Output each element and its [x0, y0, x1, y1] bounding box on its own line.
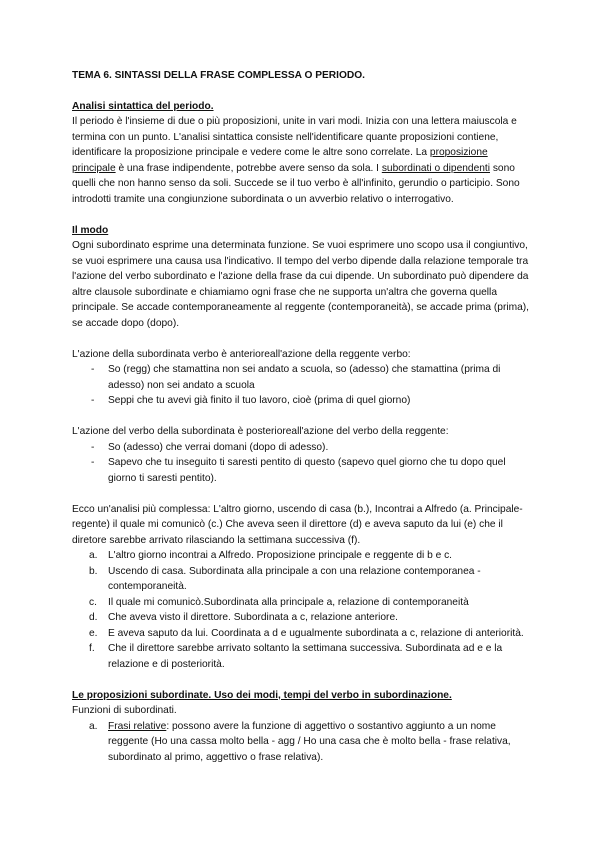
document-title: TEMA 6. SINTASSI DELLA FRASE COMPLESSA O PERIODO. [72, 70, 366, 81]
section-heading-analisi: Analisi sintattica del periodo. [72, 100, 214, 112]
list-marker: f. [89, 643, 95, 654]
list-marker: a. [89, 720, 98, 732]
paragraph-anteriore: L'azione della subordinata verbo è anterioreall'azione della reggente verbo: [72, 348, 411, 360]
text-run: Il periodo è l'insieme di due o più proposizioni, unite in vari modi. Inizia con una lettera maiuscola e termina con un punto. L'analisi sintattica consiste nell'identificare quante proposizioni contiene, identificare la proposizione principale e vedere come le altre sono correlate. La [72, 116, 517, 158]
list-anteriore [72, 362, 530, 409]
list-item [89, 626, 530, 642]
list-marker: c. [89, 596, 97, 608]
term-frasi-relative: Frasi relative [108, 720, 167, 732]
list-item-text: Che il direttore sarebbe arrivato soltanto la settimana successiva. Subordinata ad e e la relazione e di posteriorità. [108, 643, 503, 670]
list-analisi-complessa [72, 548, 530, 672]
list-item-text: Il quale mi comunicò.Subordinata alla principale a, relazione di contemporaneità [108, 596, 469, 608]
list-item: - So (regg) che stamattina non sei andato a scuola, so (adesso) che stamattina (prima di adesso) non sei andato a scuola [91, 362, 530, 393]
list-posteriore [72, 440, 530, 487]
list-item-text: E aveva saputo da lui. Coordinata a d e ugualmente subordinata a c, relazione di anteriorità. [108, 627, 524, 639]
list-item: - Sapevo che tu inseguito ti saresti pentito di questo (sapevo quel giorno che tu dopo quel giorno ti saresti pentito). [91, 455, 530, 486]
list-marker: d. [89, 612, 98, 623]
list-item-text: Uscendo di casa. Subordinata alla principale a con una relazione contemporanea -contemporaneità. [108, 565, 481, 592]
spacer [72, 331, 530, 347]
paragraph-modo: Ogni subordinato esprime una determinata funzione. Se vuoi esprimere uno scopo usa il congiuntivo, se vuoi esprimere una causa usa l'indicativo. Il tempo del verbo dipende dalla relazione temporale tra l'azione del verbo subordinato e l'azione della frase da cui dipende. Un subordinato può dipendere da altre clausole subordinate e chiamiamo ogni frase che ne supporta un'altra che governa quella principale. Se accade contemporaneamente al reggente (contemporaneità), se accade prima (prima), se accade dopo (dopo). [72, 240, 529, 329]
list-item [89, 564, 530, 595]
section-heading-modo: Il modo [72, 224, 109, 236]
list-item [89, 641, 530, 672]
list-item-text: L'altro giorno incontrai a Alfredo. Proposizione principale e reggente di b e c. [108, 550, 453, 561]
list-item [89, 595, 530, 611]
list-item-text: Che aveva visto il direttore. Subordinata a c, relazione anteriore. [108, 612, 398, 623]
text-run: sono quelli che non hanno senso da soli. Succede se il tuo verbo è all'infinito, gerundio o participio. Sono introdotti tramite una congiunzione subordinata o un avverbio relativo o interrogativo. [72, 162, 520, 205]
list-item [89, 610, 530, 626]
list-marker: a. [89, 550, 98, 561]
spacer [72, 672, 530, 688]
list-item: - So (adesso) che verrai domani (dopo di adesso). [91, 440, 530, 456]
section-heading-subordinate: Le proposizioni subordinate. Uso dei modi, tempi del verbo in subordinazione. [72, 689, 452, 701]
paragraph-analisi [72, 114, 530, 207]
text-run: è una frase indipendente, potrebbe avere senso da sola. I [115, 162, 382, 174]
list-item-text: : possono avere la funzione di aggettivo o sostantivo aggiunto a un nome reggente (Ho una cassa molto bella - agg / Ho una casa che è molto bella - frase relativa, subordinato al primo, aggettivo o frase relativa). [108, 720, 511, 763]
spacer [72, 207, 530, 223]
term-subordinati: subordinati o dipendenti [381, 162, 490, 174]
list-item [89, 719, 530, 766]
list-funzioni [72, 719, 530, 766]
spacer [72, 409, 530, 425]
list-marker: e. [89, 627, 98, 639]
paragraph-funzioni: Funzioni di subordinati. [72, 705, 177, 716]
list-item [89, 548, 530, 564]
paragraph-analisi-complessa: Ecco un'analisi più complessa: L'altro giorno, uscendo di casa (b.), Incontrai a Alfredo (a. Principale-regente) il quale mi comunicò (c.) Che aveva seen il direttore (d) e aveva saputo da lui (e) che il diretore sarebbe arrivato rilasciando la settimana successiva (f). [72, 503, 523, 546]
list-item: - Seppi che tu avevi già finito il tuo lavoro, cioè (prima di quel giorno) [91, 393, 530, 409]
paragraph-posteriore: L'azione del verbo della subordinata è posterioreall'azione del verbo della reggente: [72, 426, 449, 437]
spacer [72, 486, 530, 502]
term-proposizione-principale: proposizione principale [72, 147, 488, 174]
list-marker: b. [89, 565, 98, 577]
